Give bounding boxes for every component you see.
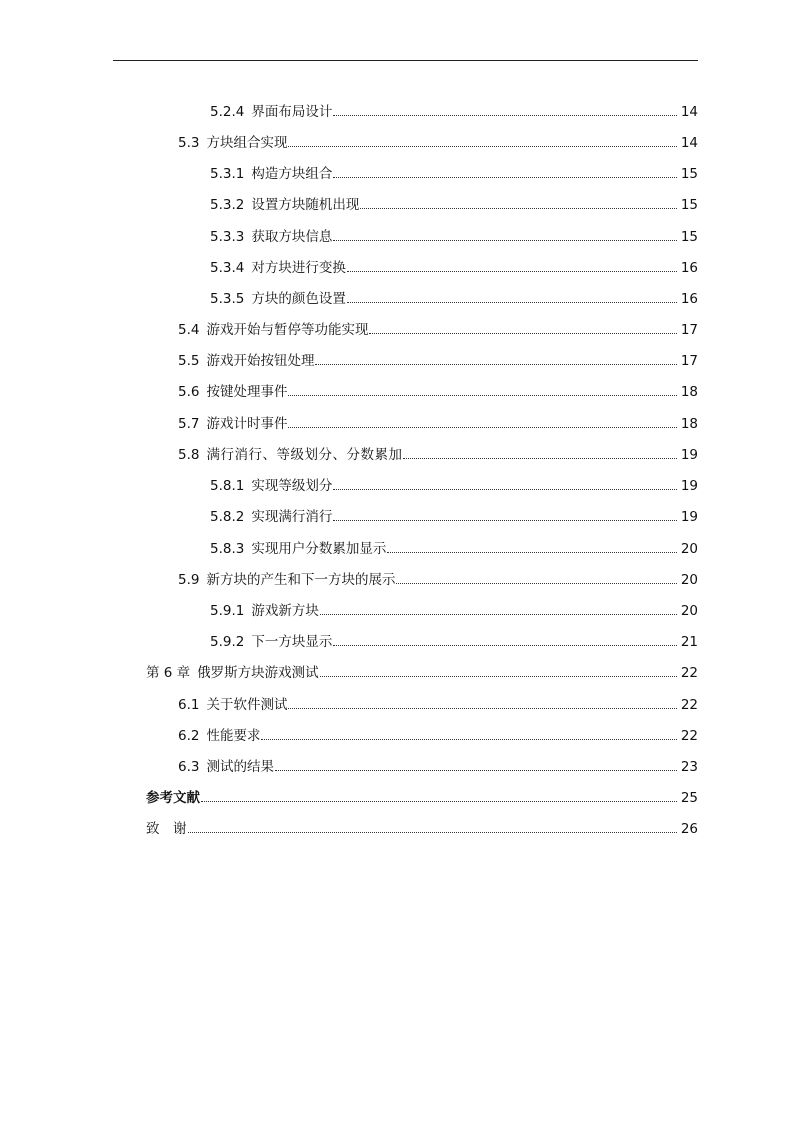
toc-entry-title: 界面布局设计 — [251, 104, 333, 120]
toc-entry-title: 测试的结果 — [206, 759, 274, 775]
toc-entry[interactable] — [210, 630, 698, 650]
toc-dot-leader — [333, 177, 676, 178]
toc-entry-title: 方块组合实现 — [206, 135, 288, 151]
toc-dot-leader — [261, 739, 676, 740]
toc-entry-title: 性能要求 — [206, 728, 261, 744]
toc-entry-page: 22 — [680, 665, 698, 681]
toc-entry-number: 5.8.3 — [210, 541, 245, 557]
toc-entry[interactable] — [178, 724, 698, 744]
toc-dot-leader — [333, 115, 676, 116]
toc-entry[interactable] — [210, 505, 698, 525]
toc-entry-title: 游戏开始按钮处理 — [206, 353, 315, 369]
toc-entry-number: 5.9.2 — [210, 634, 245, 650]
toc-entry-page: 22 — [680, 728, 698, 744]
toc-entry-page: 20 — [680, 541, 698, 557]
toc-entry[interactable] — [178, 693, 698, 713]
toc-entry-page: 19 — [680, 447, 698, 463]
toc-entry-title: 致 谢 — [146, 821, 187, 837]
toc-entry-page: 26 — [680, 821, 698, 837]
toc-entry-page: 23 — [680, 759, 698, 775]
toc-dot-leader — [275, 770, 677, 771]
toc-entry[interactable] — [178, 349, 698, 369]
toc-entry-title: 构造方块组合 — [251, 166, 333, 182]
toc-entry-number: 第 6 章 — [146, 665, 191, 681]
toc-entry-page: 20 — [680, 603, 698, 619]
toc-entry-page: 15 — [680, 229, 698, 245]
toc-entry[interactable] — [210, 162, 698, 182]
toc-entry-title: 俄罗斯方块游戏测试 — [197, 665, 319, 681]
toc-dot-leader — [315, 364, 676, 365]
toc-entry-page: 14 — [680, 135, 698, 151]
toc-entry-title: 关于软件测试 — [206, 697, 288, 713]
toc-entry-number: 5.2.4 — [210, 104, 245, 120]
toc-entry-number: 5.3 — [178, 135, 200, 151]
toc-entry[interactable] — [210, 537, 698, 557]
toc-entry[interactable] — [210, 225, 698, 245]
toc-dot-leader — [387, 552, 676, 553]
toc-entry-page: 19 — [680, 478, 698, 494]
toc-entry-page: 20 — [680, 572, 698, 588]
header-rule — [113, 60, 698, 61]
toc-entry[interactable] — [178, 318, 698, 338]
toc-entry[interactable] — [178, 568, 698, 588]
toc-dot-leader — [369, 333, 676, 334]
toc-entry-number: 5.8 — [178, 447, 200, 463]
toc-dot-leader — [288, 427, 676, 428]
toc-entry-number: 5.5 — [178, 353, 200, 369]
toc-entry-number: 5.3.2 — [210, 197, 245, 213]
toc-dot-leader — [288, 708, 676, 709]
toc-entry-page: 15 — [680, 166, 698, 182]
toc-entry-page: 25 — [680, 790, 698, 806]
toc-entry-acknowledgements[interactable] — [146, 817, 698, 837]
toc-entry-title: 游戏新方块 — [251, 603, 319, 619]
toc-entry[interactable] — [178, 131, 698, 151]
toc-dot-leader — [333, 645, 676, 646]
toc-dot-leader — [360, 208, 676, 209]
toc-entry-page: 18 — [680, 416, 698, 432]
toc-entry-page: 14 — [680, 104, 698, 120]
toc-entry[interactable] — [210, 474, 698, 494]
toc-entry-title: 按键处理事件 — [206, 384, 288, 400]
toc-entry-title: 获取方块信息 — [251, 229, 333, 245]
toc-dot-leader — [347, 302, 677, 303]
toc-entry[interactable] — [210, 100, 698, 120]
toc-entry-title: 设置方块随机出现 — [251, 197, 360, 213]
toc-entry-number: 5.3.4 — [210, 260, 245, 276]
toc-entry-title: 新方块的产生和下一方块的展示 — [206, 572, 396, 588]
toc-entry[interactable] — [210, 256, 698, 276]
toc-entry-title: 实现满行消行 — [251, 509, 333, 525]
toc-entry[interactable] — [178, 755, 698, 775]
toc-dot-leader — [333, 520, 676, 521]
toc-entry-chapter[interactable] — [146, 661, 698, 681]
toc-entry-number: 5.8.1 — [210, 478, 245, 494]
toc-entry-title: 实现等级划分 — [251, 478, 333, 494]
toc-entry-page: 21 — [680, 634, 698, 650]
toc-dot-leader — [288, 395, 676, 396]
toc-dot-leader — [201, 801, 677, 802]
toc-entry[interactable] — [210, 287, 698, 307]
toc-entry-number: 5.3.3 — [210, 229, 245, 245]
toc-dot-leader — [320, 614, 677, 615]
toc-entry[interactable] — [178, 412, 698, 432]
toc-entry-page: 22 — [680, 697, 698, 713]
toc-entry-page: 15 — [680, 197, 698, 213]
toc-entry-page: 19 — [680, 509, 698, 525]
toc-dot-leader — [396, 583, 676, 584]
toc-entry-number: 5.6 — [178, 384, 200, 400]
toc-entry-page: 16 — [680, 291, 698, 307]
toc-entry-references[interactable] — [146, 786, 698, 806]
toc-entry-title: 参考文献 — [146, 790, 200, 806]
toc-entry-title: 方块的颜色设置 — [251, 291, 346, 307]
toc-dot-leader — [333, 489, 676, 490]
toc-entry-number: 6.2 — [178, 728, 200, 744]
toc-entry-number: 5.4 — [178, 322, 200, 338]
toc-entry-page: 17 — [680, 353, 698, 369]
toc-dot-leader — [347, 271, 677, 272]
toc-entry-title: 实现用户分数累加显示 — [251, 541, 387, 557]
toc-entry-number: 5.9.1 — [210, 603, 245, 619]
toc-dot-leader — [188, 832, 677, 833]
toc-entry-title: 游戏计时事件 — [206, 416, 288, 432]
toc-dot-leader — [320, 676, 677, 677]
toc-entry-number: 5.8.2 — [210, 509, 245, 525]
toc-entry[interactable] — [210, 599, 698, 619]
toc-entry-number: 5.3.1 — [210, 166, 245, 182]
toc-entry-page: 18 — [680, 384, 698, 400]
toc-entry[interactable] — [210, 193, 698, 213]
toc-entry-number: 6.1 — [178, 697, 200, 713]
toc-entry-number: 5.9 — [178, 572, 200, 588]
toc-dot-leader — [403, 458, 676, 459]
toc-entry-title: 满行消行、等级划分、分数累加 — [206, 447, 403, 463]
toc-entry-page: 16 — [680, 260, 698, 276]
toc-entry-page: 17 — [680, 322, 698, 338]
toc-entry-number: 6.3 — [178, 759, 200, 775]
toc-entry-number: 5.3.5 — [210, 291, 245, 307]
toc-entry[interactable] — [178, 380, 698, 400]
toc-entry[interactable] — [178, 443, 698, 463]
toc-entry-number: 5.7 — [178, 416, 200, 432]
toc-entry-title: 游戏开始与暂停等功能实现 — [206, 322, 369, 338]
toc-entry-title: 下一方块显示 — [251, 634, 333, 650]
toc-dot-leader — [333, 240, 676, 241]
toc-dot-leader — [288, 146, 676, 147]
toc-entry-title: 对方块进行变换 — [251, 260, 346, 276]
